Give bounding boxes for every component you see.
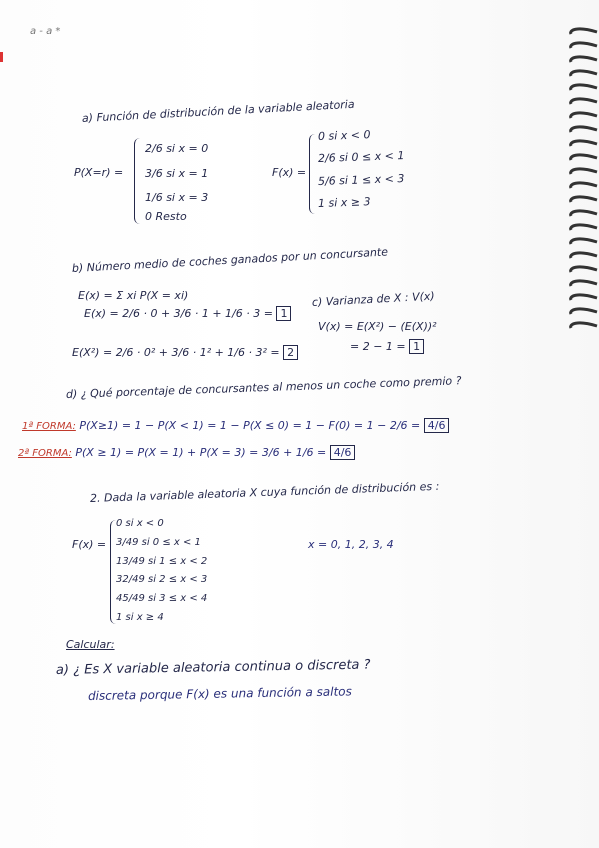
ex-calc-text: E(x) = 2/6 · 0 + 3/6 · 1 + 1/6 · 3 = [84,307,273,320]
q2-row: 45/49 si 3 ≤ x < 4 [116,593,208,604]
spiral-ring [571,169,597,174]
header-mark: a - a * [30,26,61,37]
spiral-ring [571,267,597,272]
spiral-ring [571,155,597,160]
variance-calc-text: = 2 − 1 = [350,340,406,353]
f-row: 1 si x ≥ 3 [317,195,371,210]
p-label: P(X=r) = [74,166,124,179]
q2-brace [110,520,117,624]
forma1-label: 1ª FORMA: [22,421,76,432]
p-row: 1/6 si x = 3 [145,191,209,204]
p-brace [134,138,141,224]
p-row: 0 Resto [145,210,187,223]
spiral-ring [571,141,597,146]
p-row: 2/6 si x = 0 [145,142,209,155]
variance-calculation [350,340,424,353]
f-label: F(x) = [272,166,307,179]
spiral-ring [571,85,597,90]
question-2-title: 2. Dada la variable aleatoria X cuya función de distribución es : [89,479,440,505]
variance-formula: V(x) = E(X²) − (E(X))² [318,320,437,333]
forma2-row [18,446,355,459]
spiral-ring [571,323,597,328]
q2-row: 13/49 si 1 ≤ x < 2 [116,556,208,567]
ex-definition: E(x) = Σ xi P(X = xi) [78,289,189,302]
spiral-ring [571,197,597,202]
ex-result: 1 [276,306,291,321]
f-row: 2/6 si 0 ≤ x < 1 [317,148,405,165]
forma1-calc: P(X≥1) = 1 − P(X < 1) = 1 − P(X ≤ 0) = 1 − F(0) = 1 − 2/6 = [79,419,421,432]
forma2-calc: P(X ≥ 1) = P(X = 1) + P(X = 3) = 3/6 + 1/6 = [75,446,327,459]
question-2a-answer: discreta porque F(x) es una función a saltos [87,684,352,703]
spiral-ring [571,253,597,258]
question-2a: a) ¿ Es X variable aleatoria continua o discreta ? [55,657,371,678]
spiral-ring [571,43,597,48]
spiral-ring [571,295,597,300]
ex2-result: 2 [283,345,298,360]
forma2-label: 2ª FORMA: [18,448,72,459]
spiral-ring [571,113,597,118]
section-d-title: d) ¿ Qué porcentaje de concursantes al menos un coche como premio ? [65,374,462,401]
calcular-label: Calcular: [66,638,115,651]
spiral-ring [571,127,597,132]
q2-row: 32/49 si 2 ≤ x < 3 [116,574,208,585]
spiral-ring [571,225,597,230]
variance-result: 1 [409,339,424,354]
spiral-ring [571,29,597,34]
spiral-ring [571,57,597,62]
spiral-ring [571,211,597,216]
f-brace [309,134,316,214]
f-row: 0 si x < 0 [317,128,371,143]
spiral-binding-icon [557,20,599,340]
q2-support: x = 0, 1, 2, 3, 4 [308,538,394,551]
q2-row: 0 si x < 0 [116,518,164,529]
spiral-ring [571,309,597,314]
ex-calculation [84,307,291,320]
forma1-row [22,419,449,432]
f-row: 5/6 si 1 ≤ x < 3 [317,171,405,188]
ex2-calc-text: E(X²) = 2/6 · 0² + 3/6 · 1² + 1/6 · 3² = [72,346,280,359]
q2-f-label: F(x) = [72,538,107,551]
spiral-ring [571,71,597,76]
q2-row: 1 si x ≥ 4 [116,612,164,623]
p-row: 3/6 si x = 1 [145,167,209,180]
spiral-ring [571,281,597,286]
spiral-ring [571,239,597,244]
section-c-title: c) Varianza de X : V(x) [311,289,435,309]
spiral-ring [571,99,597,104]
forma2-result: 4/6 [330,445,356,460]
q2-row: 3/49 si 0 ≤ x < 1 [116,537,201,548]
red-margin-mark [0,52,3,62]
forma1-result: 4/6 [424,418,450,433]
section-b-title: b) Número medio de coches ganados por un concursante [71,245,389,275]
ex2-calculation [72,346,298,359]
section-a-title: a) Función de distribución de la variable aleatoria [81,97,355,125]
spiral-ring [571,183,597,188]
